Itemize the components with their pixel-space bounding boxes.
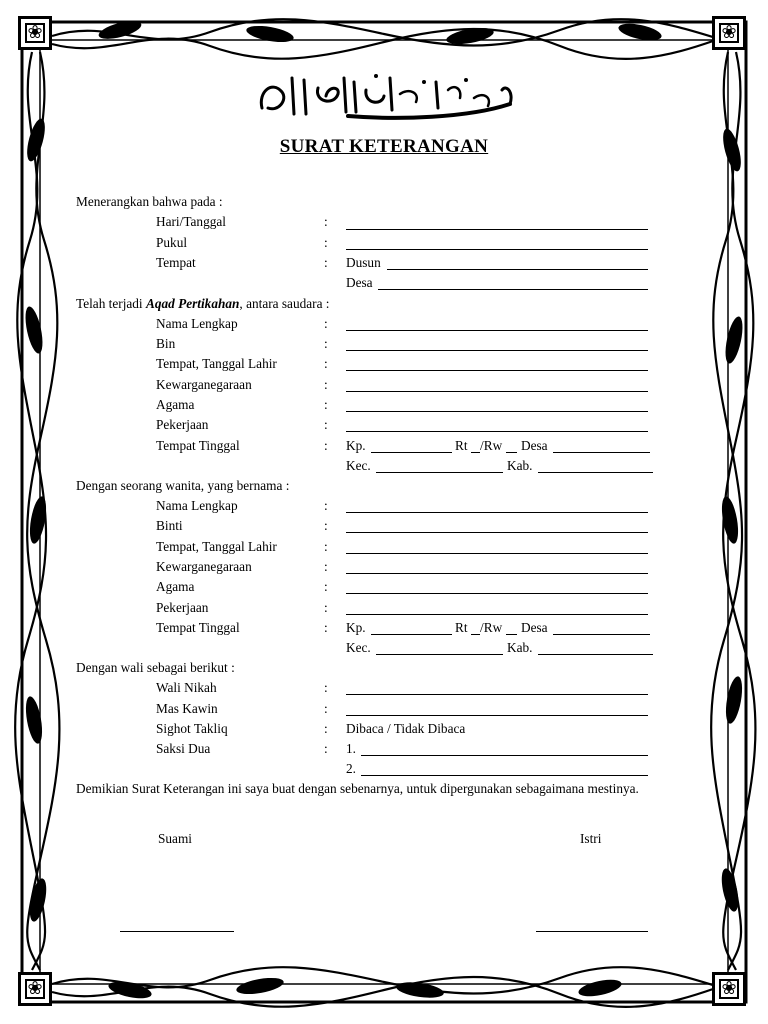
label-rt: Rt <box>455 620 468 635</box>
field-wali-nikah[interactable] <box>346 694 648 695</box>
field-groom-ttl[interactable] <box>346 370 648 371</box>
field-saksi-2[interactable] <box>361 775 648 776</box>
label-saksi-dua: Saksi Dua <box>156 741 211 756</box>
signature-line-istri[interactable] <box>536 931 648 932</box>
signature-label-istri: Istri <box>580 831 602 846</box>
field-groom-pekerjaan[interactable] <box>346 431 648 432</box>
colon: : <box>324 600 328 615</box>
label-groom-bin: Bin <box>156 336 176 351</box>
field-groom-kp[interactable] <box>371 452 452 453</box>
sighot-takliq-options[interactable]: Dibaca / Tidak Dibaca <box>346 721 466 736</box>
field-groom-nama[interactable] <box>346 330 648 331</box>
field-pukul[interactable] <box>346 249 648 250</box>
label-desa: Desa <box>346 275 373 290</box>
colon: : <box>324 701 328 716</box>
field-bride-rt[interactable] <box>471 634 480 635</box>
label-desa: Desa <box>521 438 548 453</box>
colon: : <box>324 721 328 736</box>
corner-ornament-bottom-left <box>18 972 52 1006</box>
field-groom-agama[interactable] <box>346 411 648 412</box>
field-groom-rw[interactable] <box>506 452 517 453</box>
corner-ornament-top-left <box>18 16 52 50</box>
label-bride-binti: Binti <box>156 518 183 533</box>
field-mas-kawin[interactable] <box>346 715 648 716</box>
saksi-number-2: 2. <box>346 761 356 776</box>
label-dusun: Dusun <box>346 255 381 270</box>
field-bride-kec[interactable] <box>376 654 503 655</box>
field-bride-nama[interactable] <box>346 512 648 513</box>
label-kp: Kp. <box>346 438 366 453</box>
field-bride-pekerjaan[interactable] <box>346 614 648 615</box>
corner-ornament-top-right <box>712 16 746 50</box>
label-groom-tempat-tinggal: Tempat Tinggal <box>156 438 240 453</box>
field-bride-kab[interactable] <box>538 654 653 655</box>
colon: : <box>324 741 328 756</box>
label-pukul: Pukul <box>156 235 188 250</box>
label-bride-nama: Nama Lengkap <box>156 498 238 513</box>
signature-label-suami: Suami <box>158 831 192 846</box>
label-bride-agama: Agama <box>156 579 195 594</box>
colon: : <box>324 438 328 453</box>
label-rw: /Rw <box>480 438 503 453</box>
field-bride-agama[interactable] <box>346 593 648 594</box>
field-groom-kab[interactable] <box>538 472 653 473</box>
label-groom-pekerjaan: Pekerjaan <box>156 417 209 432</box>
akad-heading: Telah terjadi Aqad Pertikahan, antara saudara : <box>76 296 330 311</box>
colon: : <box>324 518 328 533</box>
corner-ornament-bottom-right <box>712 972 746 1006</box>
field-bride-rw[interactable] <box>506 634 517 635</box>
label-kab: Kab. <box>507 640 533 655</box>
label-desa: Desa <box>521 620 548 635</box>
field-saksi-1[interactable] <box>361 755 648 756</box>
label-bride-pekerjaan: Pekerjaan <box>156 600 209 615</box>
label-hari-tanggal: Hari/Tanggal <box>156 214 226 229</box>
field-desa[interactable] <box>378 289 648 290</box>
closing-statement: Demikian Surat Keterangan ini saya buat dengan sebenarnya, untuk dipergunakan sebagaimana mestinya. <box>76 781 639 796</box>
colon: : <box>324 680 328 695</box>
field-bride-binti[interactable] <box>346 532 648 533</box>
field-hari-tanggal[interactable] <box>346 229 648 230</box>
signature-line-suami[interactable] <box>120 931 234 932</box>
label-kab: Kab. <box>507 458 533 473</box>
colon: : <box>324 336 328 351</box>
intro-heading: Menerangkan bahwa pada : <box>76 194 223 209</box>
label-kec: Kec. <box>346 640 371 655</box>
field-groom-kec[interactable] <box>376 472 503 473</box>
basmala-calligraphy <box>248 68 520 126</box>
colon: : <box>324 316 328 331</box>
field-groom-desa[interactable] <box>553 452 650 453</box>
colon: : <box>324 539 328 554</box>
label-mas-kawin: Mas Kawin <box>156 701 218 716</box>
colon: : <box>324 397 328 412</box>
colon: : <box>324 255 328 270</box>
label-kec: Kec. <box>346 458 371 473</box>
label-bride-tempat-tinggal: Tempat Tinggal <box>156 620 240 635</box>
colon: : <box>324 620 328 635</box>
field-bride-kp[interactable] <box>371 634 452 635</box>
field-bride-desa[interactable] <box>553 634 650 635</box>
field-dusun[interactable] <box>387 269 648 270</box>
bride-heading: Dengan seorang wanita, yang bernama : <box>76 478 290 493</box>
label-groom-agama: Agama <box>156 397 195 412</box>
label-groom-kewarganegaraan: Kewarganegaraan <box>156 377 252 392</box>
colon: : <box>324 417 328 432</box>
label-bride-kewarganegaraan: Kewarganegaraan <box>156 559 252 574</box>
field-groom-kewarganegaraan[interactable] <box>346 391 648 392</box>
document-title: SURAT KETERANGAN <box>279 136 489 157</box>
field-groom-rt[interactable] <box>471 452 480 453</box>
label-rt: Rt <box>455 438 468 453</box>
label-rw: /Rw <box>480 620 503 635</box>
field-bride-kewarganegaraan[interactable] <box>346 573 648 574</box>
colon: : <box>324 214 328 229</box>
field-groom-bin[interactable] <box>346 350 648 351</box>
label-kp: Kp. <box>346 620 366 635</box>
label-sighot-takliq: Sighot Takliq <box>156 721 228 736</box>
label-bride-ttl: Tempat, Tanggal Lahir <box>156 539 277 554</box>
wali-heading: Dengan wali sebagai berikut : <box>76 660 235 675</box>
label-groom-ttl: Tempat, Tanggal Lahir <box>156 356 277 371</box>
colon: : <box>324 356 328 371</box>
colon: : <box>324 235 328 250</box>
saksi-number-1: 1. <box>346 741 356 756</box>
label-wali-nikah: Wali Nikah <box>156 680 217 695</box>
label-groom-nama: Nama Lengkap <box>156 316 238 331</box>
label-tempat: Tempat <box>156 255 196 270</box>
colon: : <box>324 579 328 594</box>
colon: : <box>324 498 328 513</box>
colon: : <box>324 559 328 574</box>
field-bride-ttl[interactable] <box>346 553 648 554</box>
colon: : <box>324 377 328 392</box>
